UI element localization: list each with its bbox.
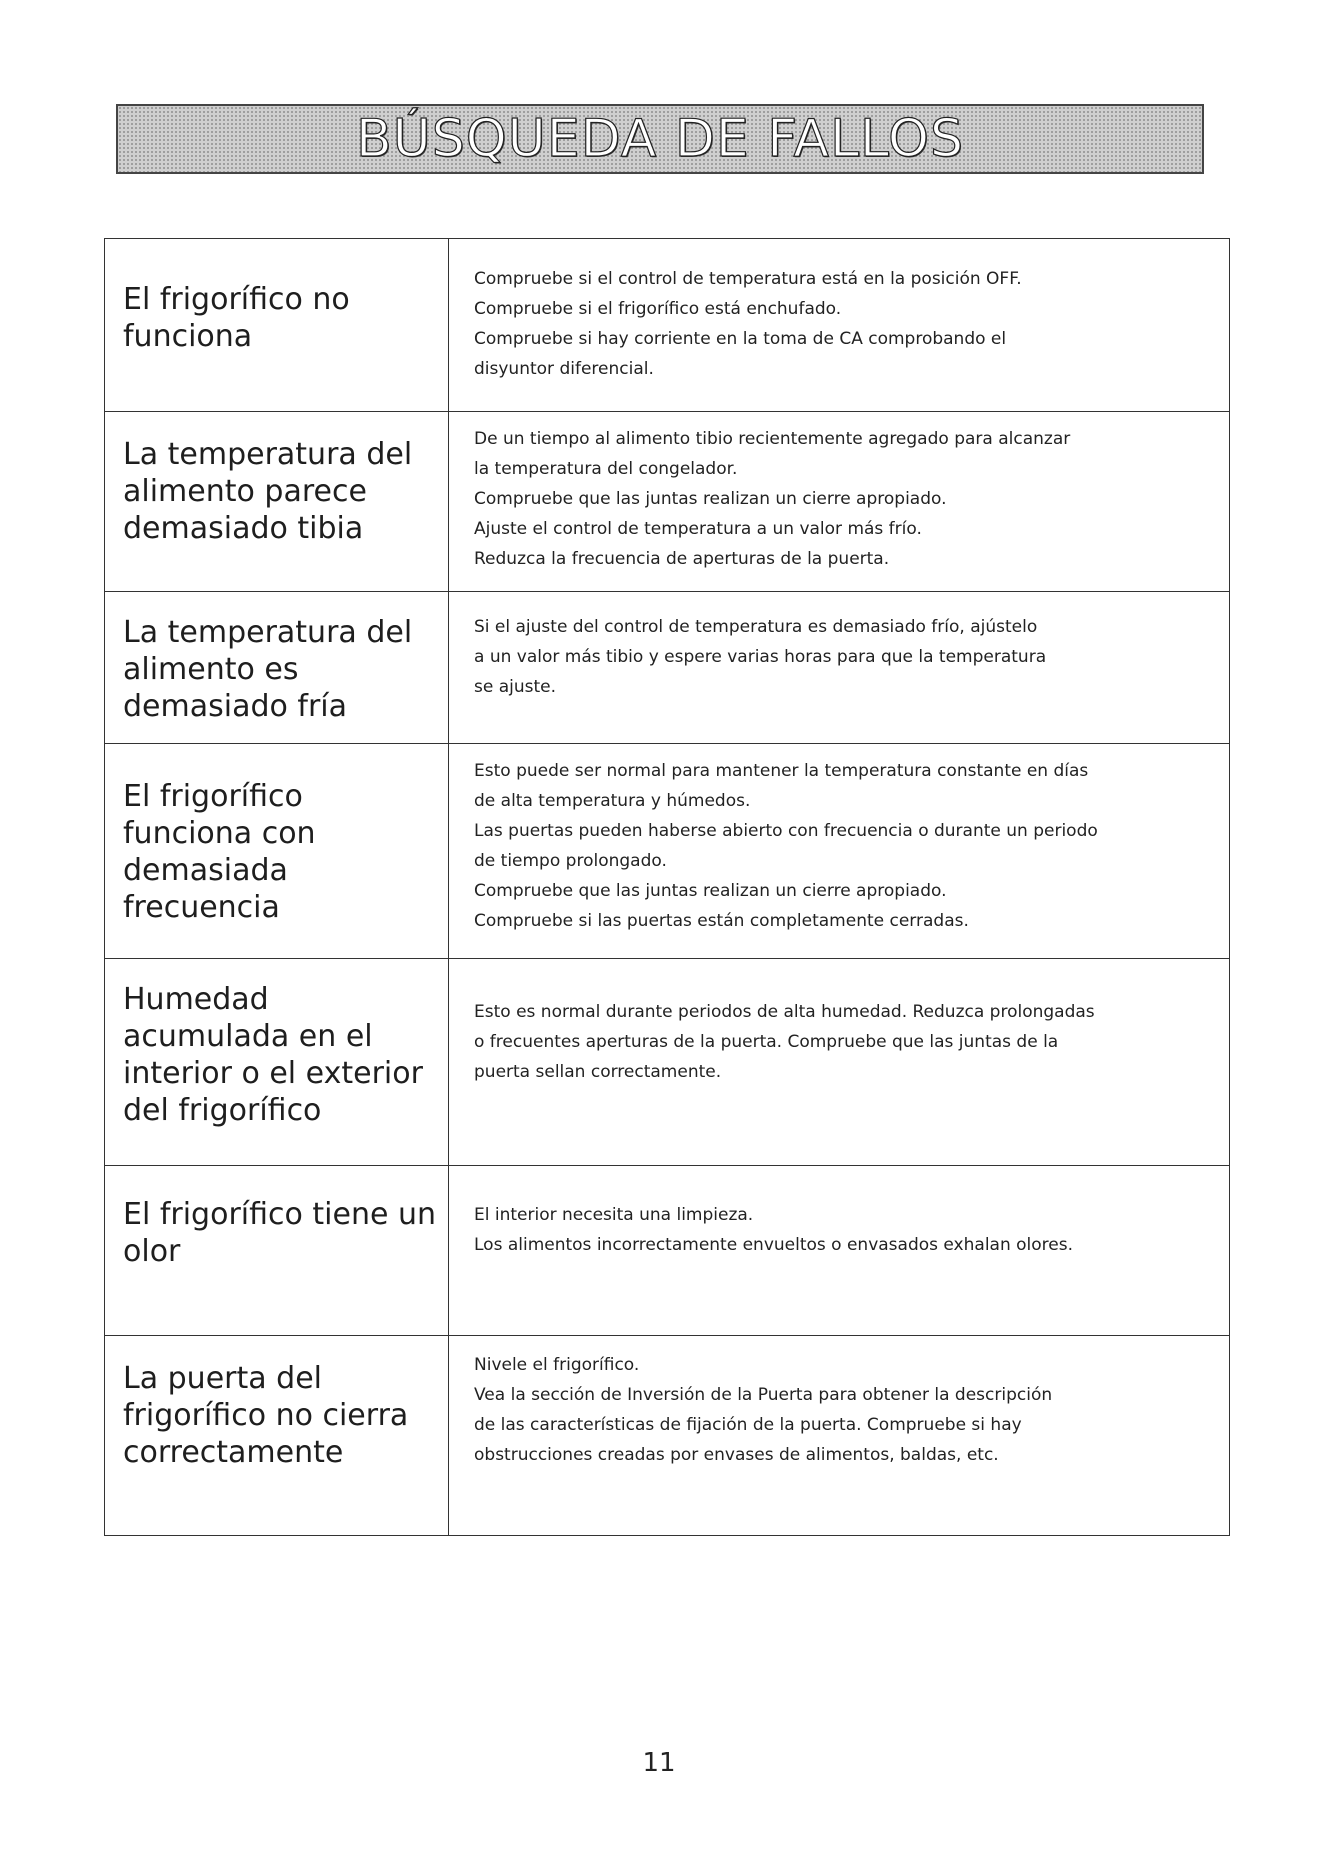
title-banner <box>116 104 1204 174</box>
solution-line: la temperatura del congelador. <box>474 459 738 479</box>
solution-line: disyuntor diferencial. <box>474 359 654 379</box>
table-row <box>105 1166 1230 1336</box>
problem-cell: Humedad acumulada en el interior o el exterior del frigorífico <box>105 959 449 1166</box>
problem-cell: El frigorífico funciona con demasiada frecuencia <box>105 744 449 959</box>
table-row <box>105 239 1230 412</box>
problem-cell: La temperatura del alimento es demasiado fría <box>105 592 449 744</box>
solution-line: Las puertas pueden haberse abierto con frecuencia o durante un periodo <box>474 821 1098 841</box>
solution-line: Los alimentos incorrectamente envueltos o envasados exhalan olores. <box>474 1235 1073 1255</box>
solution-cell <box>449 592 1230 744</box>
problem-cell: La puerta del frigorífico no cierra correctamente <box>105 1336 449 1536</box>
solution-line: Compruebe que las juntas realizan un cierre apropiado. <box>474 881 947 901</box>
troubleshooting-table <box>104 238 1230 1536</box>
solution-line: Vea la sección de Inversión de la Puerta para obtener la descripción <box>474 1385 1053 1405</box>
page-number: 11 <box>642 1748 676 1778</box>
solution-line: obstrucciones creadas por envases de alimentos, baldas, etc. <box>474 1445 999 1465</box>
solution-line: Compruebe si el frigorífico está enchufado. <box>474 299 842 319</box>
solution-line: de tiempo prolongado. <box>474 851 667 871</box>
solution-cell <box>449 1166 1230 1336</box>
solution-line: se ajuste. <box>474 677 557 697</box>
table-row <box>105 744 1230 959</box>
solution-line: puerta sellan correctamente. <box>474 1062 722 1082</box>
solution-line: Compruebe si las puertas están completamente cerradas. <box>474 911 969 931</box>
table-row <box>105 1336 1230 1536</box>
problem-cell: La temperatura del alimento parece demasiado tibia <box>105 412 449 592</box>
solution-line: Nivele el frigorífico. <box>474 1355 640 1375</box>
problem-cell: El frigorífico no funciona <box>105 239 449 412</box>
solution-cell <box>449 412 1230 592</box>
solution-line: Si el ajuste del control de temperatura es demasiado frío, ajústelo <box>474 617 1038 637</box>
solution-cell <box>449 744 1230 959</box>
solution-line: Reduzca la frecuencia de aperturas de la puerta. <box>474 549 890 569</box>
solution-line: Esto puede ser normal para mantener la temperatura constante en días <box>474 761 1089 781</box>
table-row <box>105 592 1230 744</box>
solution-line: Compruebe si el control de temperatura está en la posición OFF. <box>474 269 1022 289</box>
solution-cell <box>449 239 1230 412</box>
solution-line: El interior necesita una limpieza. <box>474 1205 754 1225</box>
solution-line: De un tiempo al alimento tibio recientemente agregado para alcanzar <box>474 429 1071 449</box>
solution-line: o frecuentes aperturas de la puerta. Compruebe que las juntas de la <box>474 1032 1059 1052</box>
solution-line: de las características de fijación de la puerta. Compruebe si hay <box>474 1415 1022 1435</box>
page-title: BÚSQUEDA DE FALLOS <box>356 109 964 169</box>
solution-line: de alta temperatura y húmedos. <box>474 791 751 811</box>
solution-line: Compruebe si hay corriente en la toma de CA comprobando el <box>474 329 1007 349</box>
table-row <box>105 959 1230 1166</box>
solution-cell <box>449 959 1230 1166</box>
problem-cell: El frigorífico tiene un olor <box>105 1166 449 1336</box>
table-row <box>105 412 1230 592</box>
solution-line: a un valor más tibio y espere varias horas para que la temperatura <box>474 647 1047 667</box>
solution-line: Esto es normal durante periodos de alta humedad. Reduzca prolongadas <box>474 1002 1095 1022</box>
solution-line: Ajuste el control de temperatura a un valor más frío. <box>474 519 922 539</box>
solution-cell <box>449 1336 1230 1536</box>
solution-line: Compruebe que las juntas realizan un cierre apropiado. <box>474 489 947 509</box>
